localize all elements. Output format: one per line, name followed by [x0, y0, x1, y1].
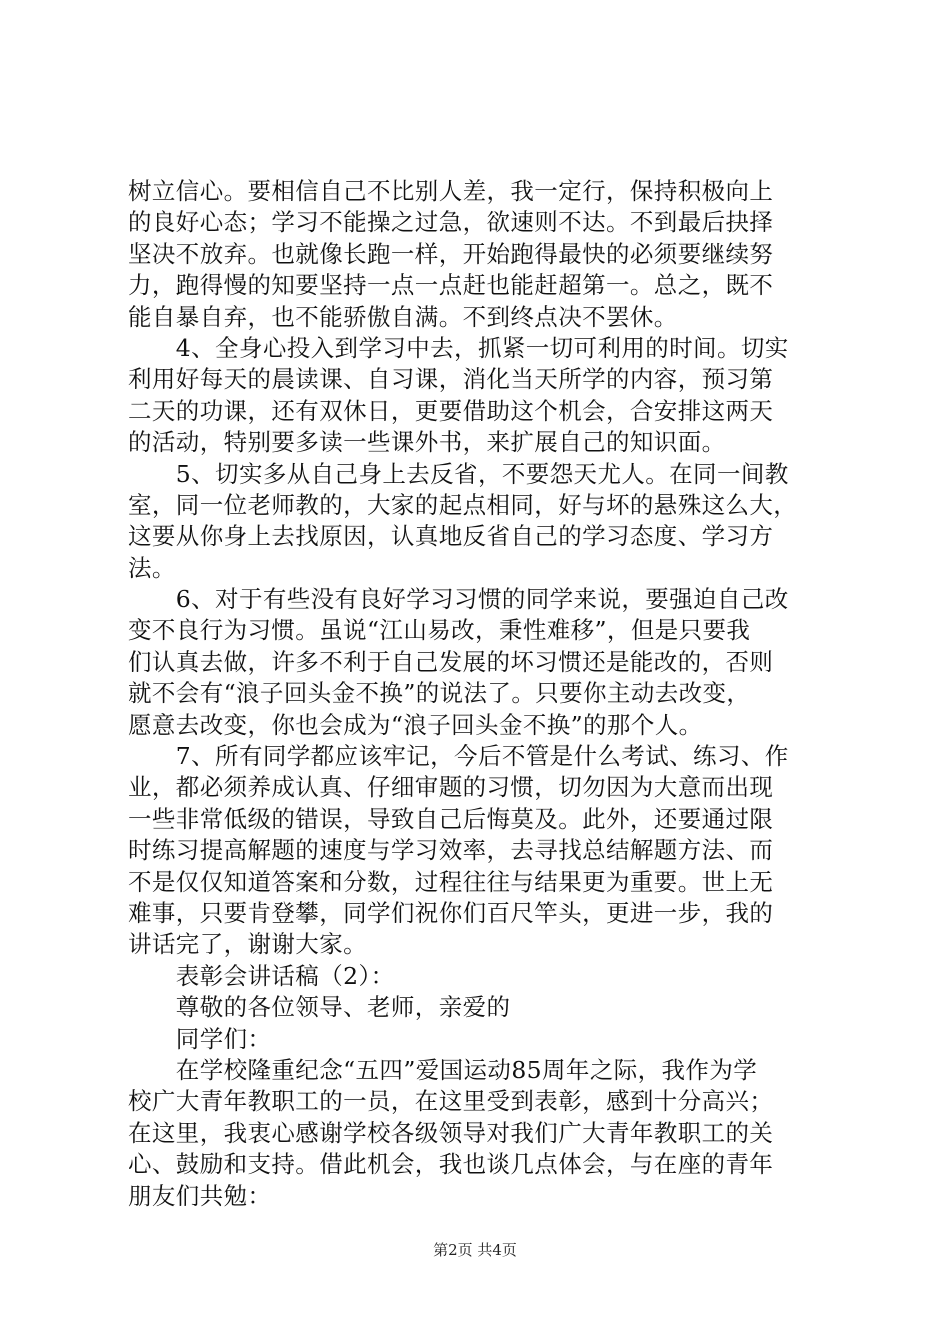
text-line: 的活动，特别要多读一些课外书，来扩展自己的知识面。	[128, 428, 726, 457]
text-line: 7、所有同学都应该牢记，今后不管是什么考试、练习、作	[128, 742, 789, 771]
page-number: 第2页 共4页	[433, 1241, 517, 1259]
text-line: 们认真去做，许多不利于自己发展的坏习惯还是能改的，否则	[128, 647, 774, 676]
text-line: 同学们：	[128, 1024, 272, 1053]
text-line: 力，跑得慢的知要坚持一点一点赶也能赶超第一。总之，既不	[128, 271, 774, 300]
text-line: 6、对于有些没有良好学习习惯的同学来说，要强迫自己改	[128, 585, 789, 614]
text-line: 能自暴自弃，也不能骄傲自满。不到终点决不罢休。	[128, 302, 678, 331]
text-line: 在这里，我衷心感谢学校各级领导对我们广大青年教职工的关	[128, 1118, 774, 1147]
text-line: 朋友们共勉：	[128, 1181, 272, 1210]
text-line: 不是仅仅知道答案和分数，过程往往与结果更为重要。世上无	[128, 867, 774, 896]
text-line: 难事，只要肯登攀，同学们祝你们百尺竿头，更进一步，我的	[128, 898, 774, 927]
text-line: 愿意去改变，你也会成为“浪子回头金不换”的那个人。	[128, 710, 703, 739]
text-line: 二天的功课，还有双休日，更要借助这个机会，合安排这两天	[128, 396, 774, 425]
text-line: 尊敬的各位领导、老师，亲爱的	[128, 993, 511, 1022]
text-line: 室，同一位老师教的，大家的起点相同，好与坏的悬殊这么大，	[128, 490, 798, 519]
text-line: 树立信心。要相信自己不比别人差，我一定行，保持积极向上	[128, 177, 774, 205]
text-line: 一些非常低级的错误，导致自己后悔莫及。此外，还要通过限	[128, 804, 774, 833]
text-line: 利用好每天的晨读课、自习课，消化当天所学的内容，预习第	[128, 365, 774, 394]
page-footer	[0, 1240, 950, 1260]
text-line: 变不良行为习惯。虽说“江山易改，秉性难移”，但是只要我	[128, 616, 751, 645]
text-line: 业，都必须养成认真、仔细审题的习惯，切勿因为大意而出现	[128, 773, 774, 802]
text-line: 坚决不放弃。也就像长跑一样，开始跑得最快的必须要继续努	[128, 239, 774, 268]
text-line: 4、全身心投入到学习中去，抓紧一切可利用的时间。切实	[128, 333, 789, 362]
text-line: 就不会有“浪子回头金不换”的说法了。只要你主动去改变，	[128, 679, 751, 708]
text-line: 表彰会讲话稿（2）：	[128, 961, 395, 990]
text-line: 的良好心态；学习不能操之过急，欲速则不达。不到最后抉择	[128, 208, 774, 237]
text-line: 时练习提高解题的速度与学习效率，去寻找总结解题方法、而	[128, 836, 774, 865]
text-line: 在学校隆重纪念“五四”爱国运动85周年之际，我作为学	[128, 1055, 758, 1084]
text-line: 校广大青年教职工的一员，在这里受到表彰，感到十分高兴；	[128, 1087, 774, 1116]
text-line: 这要从你身上去找原因，认真地反省自己的学习态度、学习方	[128, 522, 774, 551]
text-line: 法。	[128, 553, 176, 582]
document-body	[128, 176, 840, 1212]
text-line: 5、切实多从自己身上去反省，不要怨天尤人。在同一间教	[128, 459, 789, 488]
text-line: 心、鼓励和支持。借此机会，我也谈几点体会，与在座的青年	[128, 1150, 774, 1179]
text-line: 讲话完了，谢谢大家。	[128, 930, 367, 959]
